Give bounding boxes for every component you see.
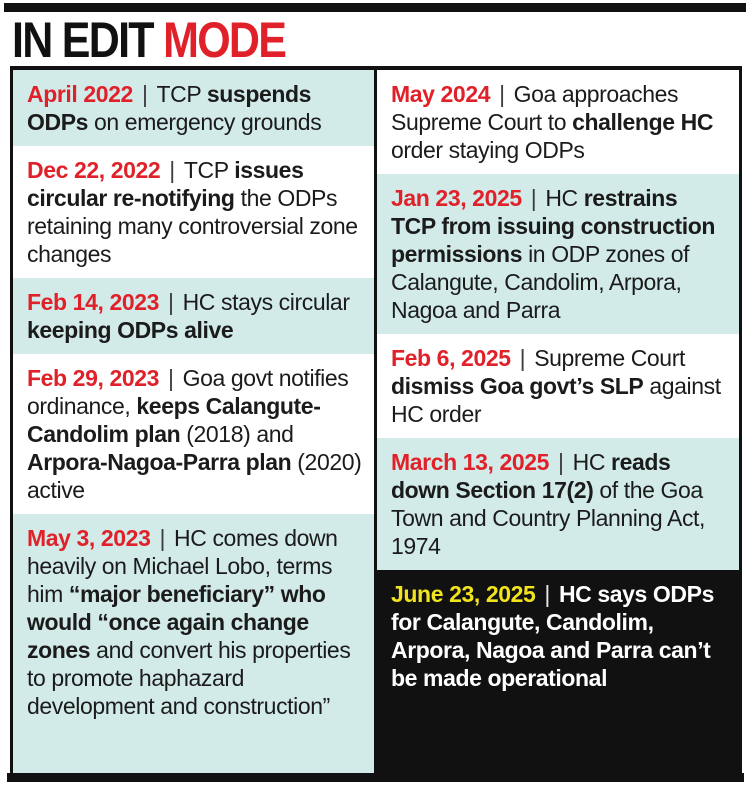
item-text-segment: in ODP zones of Calangute, Candolim, Arpora, Nagoa and Parra (391, 241, 690, 323)
item-date: May 3, 2023 (27, 525, 151, 551)
date-separator: | (513, 345, 532, 371)
item-text-segment: “major beneficiary” who would “once again change zones (27, 581, 326, 663)
item-text-segment: order staying ODPs (391, 137, 585, 163)
item-text-segment: HC comes down heavily on Michael Lobo, terms him (27, 525, 338, 607)
timeline-item (13, 70, 374, 146)
item-text-segment: HC says ODPs for Calangute, Candolim, Arpora, Nagoa and Parra can’t be made operational (391, 581, 714, 691)
item-text-segment: HC stays circular (182, 289, 350, 315)
item-text-segment: Goa govt notifies ordinance, (27, 365, 349, 419)
item-text-segment: keeps Calangute-Candolim plan (27, 393, 321, 447)
date-separator: | (135, 81, 154, 107)
item-text-segment: HC (572, 449, 612, 475)
item-date: March 13, 2025 (391, 449, 550, 475)
item-date: Feb 29, 2023 (27, 365, 160, 391)
date-separator: | (524, 185, 543, 211)
timeline-board (10, 66, 742, 773)
timeline-item (377, 334, 739, 438)
page-title (12, 12, 647, 68)
item-text-segment: TCP (183, 157, 235, 183)
date-separator: | (163, 157, 181, 183)
item-text-segment: of the Goa Town and Country Planning Act, 1974 (391, 477, 706, 559)
date-separator: | (493, 81, 511, 107)
item-date: Feb 14, 2023 (27, 289, 160, 315)
page-title-black: IN EDIT (12, 12, 164, 68)
item-text-segment: the ODPs retaining many controversial zone changes (27, 185, 358, 267)
item-text-segment: challenge HC (572, 109, 714, 135)
item-date: Feb 6, 2025 (391, 345, 511, 371)
date-separator: | (538, 581, 556, 607)
item-text-segment: Arpora-Nagoa-Parra plan (27, 449, 292, 475)
item-text-segment: keeping ODPs alive (27, 317, 234, 343)
timeline-item (377, 70, 739, 174)
item-text-segment: Goa approaches Supreme Court to (391, 81, 679, 135)
date-separator: | (162, 289, 180, 315)
item-text-segment: against HC order (391, 373, 721, 427)
bottom-rule (7, 773, 744, 782)
timeline-item (377, 438, 739, 570)
date-separator: | (162, 365, 180, 391)
item-text-segment: restrains TCP from issuing construction permissions (391, 185, 716, 267)
item-text-segment: Supreme Court (534, 345, 685, 371)
item-text-segment: dismiss Goa govt’s SLP (391, 373, 644, 399)
item-text-segment: (2020) active (27, 449, 362, 503)
timeline-item (13, 278, 374, 354)
item-text-segment: TCP (156, 81, 207, 107)
timeline-column-right (377, 70, 739, 773)
item-date: June 23, 2025 (391, 581, 536, 607)
timeline-item (13, 146, 374, 278)
timeline-item (13, 354, 374, 514)
top-rule (4, 3, 746, 12)
item-text-segment: HC (545, 185, 584, 211)
item-text-segment: reads down Section 17(2) (391, 449, 671, 503)
item-text-segment: issues circular re-notifying (27, 157, 304, 211)
item-text-segment: on emergency grounds (88, 109, 322, 135)
item-text-segment: and convert his properties to promote haphazard development and construction” (27, 637, 351, 719)
page-title-red: MODE (163, 12, 286, 68)
timeline-column-left (13, 70, 377, 773)
timeline-item (377, 570, 739, 773)
item-date: May 2024 (391, 81, 491, 107)
timeline-item (377, 174, 739, 334)
item-date: Jan 23, 2025 (391, 185, 522, 211)
timeline-item (13, 514, 374, 773)
item-text-segment: (2018) and (180, 421, 294, 447)
item-date: Dec 22, 2022 (27, 157, 161, 183)
item-text-segment: suspends ODPs (27, 81, 312, 135)
item-date: April 2022 (27, 81, 133, 107)
date-separator: | (153, 525, 172, 551)
date-separator: | (552, 449, 570, 475)
